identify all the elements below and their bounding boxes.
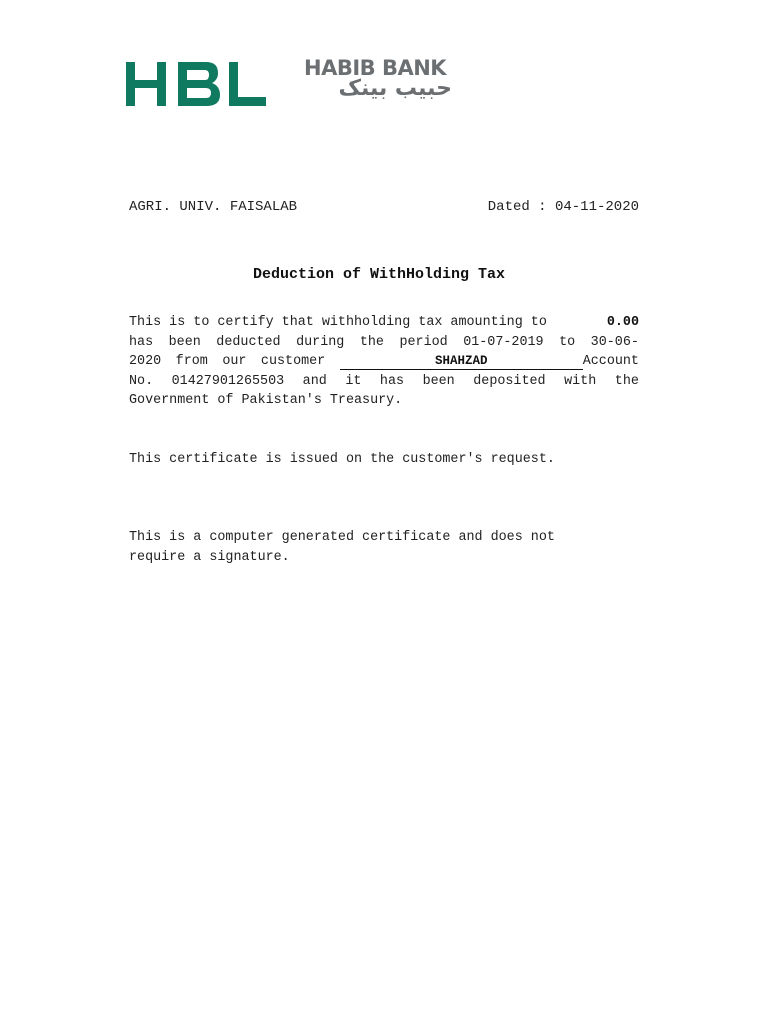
word: deducted (216, 334, 281, 350)
computer-note-line-1: This is a computer generated certificate and does not (129, 530, 555, 545)
word: period (399, 334, 448, 350)
bank-name-urdu-wordmark: حبیب بینک (338, 76, 452, 101)
request-note: This certificate is issued on the customer's request. (129, 452, 555, 467)
computer-note-line-2: require a signature. (129, 549, 290, 565)
paragraph-line-5: Government of Pakistan's Treasury. (129, 393, 403, 408)
certificate-header (129, 198, 639, 217)
word: 2020 (129, 354, 162, 369)
word: deposited (473, 373, 546, 389)
word: our (222, 354, 247, 369)
paragraph-line-2 (129, 333, 639, 353)
period-end-part: 30-06- (590, 334, 639, 350)
customer-name: SHAHZAD (340, 354, 583, 370)
period-start: 01-07-2019 (463, 334, 544, 350)
hbl-logo-mark (126, 58, 266, 108)
word: been (168, 334, 201, 350)
word: the (359, 334, 384, 350)
paragraph-line-4 (129, 372, 639, 392)
word: customer (260, 354, 326, 369)
tax-amount: 0.00 (606, 315, 639, 330)
computer-generated-note (129, 528, 639, 567)
word: with (564, 373, 597, 389)
certificate-title: Deduction of WithHolding Tax (252, 266, 506, 283)
word: the (614, 373, 639, 389)
word: been (422, 373, 455, 389)
word: Account (582, 354, 639, 369)
word: from (175, 354, 208, 369)
certify-text: This is to certify that withholding tax amounting to (129, 315, 547, 330)
certificate-paragraph (129, 313, 639, 411)
bank-name-wordmark: HABIB BANK (304, 56, 447, 80)
word: and (302, 373, 327, 389)
account-number: 01427901265503 (171, 373, 285, 389)
word: during (296, 334, 345, 350)
word: has (379, 373, 405, 389)
word: to (559, 334, 576, 350)
word: it (345, 373, 362, 389)
word: No. (129, 373, 154, 389)
word: has (129, 334, 154, 350)
paragraph-line-3 (129, 352, 639, 372)
paragraph-line-1 (129, 313, 639, 333)
branch-name: AGRI. UNIV. FAISALAB (129, 199, 298, 215)
hbl-logo (126, 56, 466, 112)
certificate-date: Dated : 04-11-2020 (487, 199, 639, 215)
